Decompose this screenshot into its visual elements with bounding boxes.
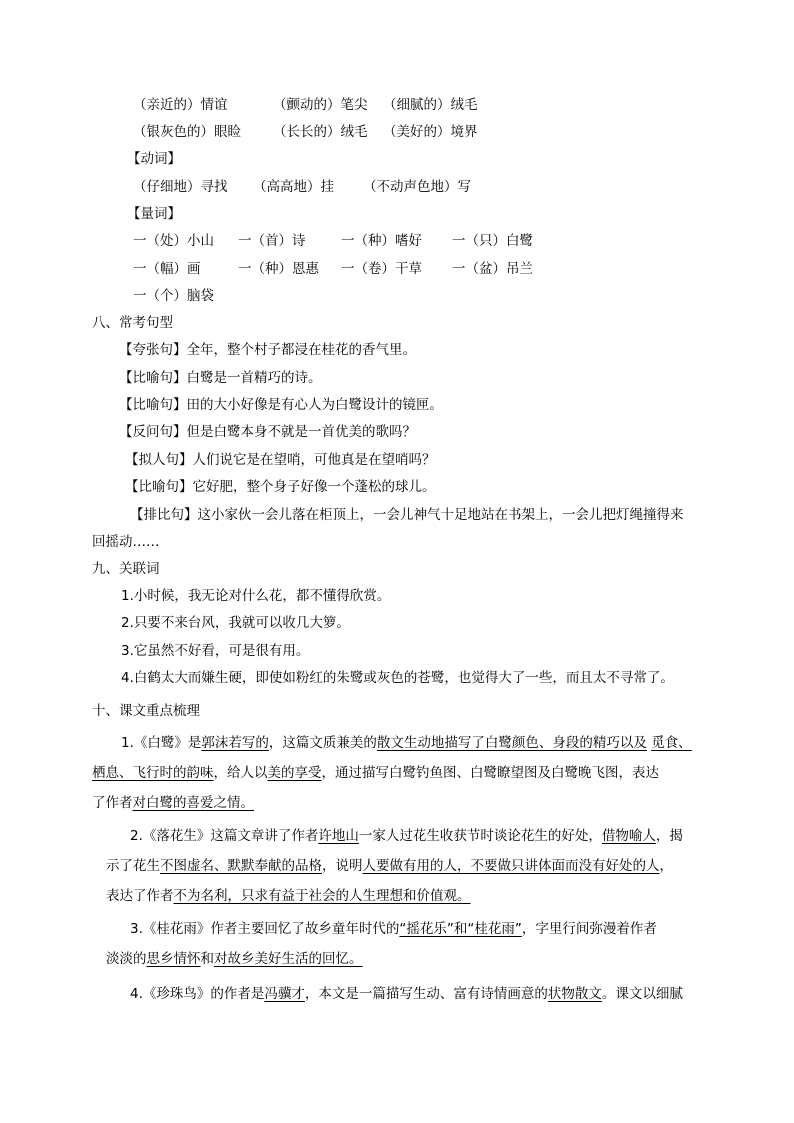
text-span: ，本文是一篇描写生动、富有诗情画意的: [304, 986, 548, 1002]
sentence-tag: 【拟人句】: [125, 452, 193, 468]
underlined-span: 栖息、飞行时的韵味: [92, 765, 214, 781]
text-span: 2.《落花生》这篇文章讲了作者: [130, 828, 319, 844]
paragraph-line: [130, 985, 683, 1003]
measure-item: 一（幅）画: [133, 261, 201, 277]
adjective-item: （银灰色的）眼睑: [133, 124, 241, 140]
list-item: 1.小时候，我无论对什么花，都不懂得欣赏。: [121, 588, 391, 604]
text-span: 表达了作者: [106, 888, 174, 904]
sentence-tag: 【反问句】: [119, 424, 187, 440]
paragraph-line: [92, 764, 659, 782]
sentence-text: 但是白鹭本身不就是一首优美的歌吗？: [186, 424, 416, 440]
adjective-item: （美好的）境界: [383, 124, 478, 140]
underlined-span: 许地山: [318, 828, 359, 844]
measure-item: 一（处）小山: [133, 233, 214, 249]
sentence-continuation: 回摇动……: [92, 534, 160, 550]
text-span: ，通过描写白鹭钓鱼图、白鹭瞭望图及白鹭晚飞图，表达: [321, 765, 659, 781]
paragraph-line: [121, 734, 692, 752]
adjective-item: （长长的）绒毛: [273, 124, 368, 140]
adjective-item: （细腻的）绒毛: [383, 97, 478, 113]
text-span: 淡淡的: [106, 951, 147, 967]
text-span: ，给人以: [213, 765, 268, 781]
section-10-title: 十、课文重点梳理: [92, 703, 200, 719]
verb-header: 【动词】: [127, 151, 181, 167]
text-span: ，: [659, 858, 673, 874]
sentence-example: [119, 341, 416, 359]
sentence-example: [125, 451, 436, 469]
sentence-text: 这小家伙一会儿落在柜顶上，一会儿神气十足地站在书架上，一会儿把灯绳撞得来: [197, 507, 684, 523]
list-item: 3.它虽然不好看，可是很有用。: [121, 643, 310, 659]
adjective-item: （颤动的）笔尖: [273, 97, 368, 113]
underlined-span: 冯骥才: [264, 986, 305, 1002]
section-8-title: 八、常考句型: [92, 315, 173, 331]
sentence-example: [119, 369, 322, 387]
measure-item: 一（盆）吊兰: [452, 261, 533, 277]
underlined-span: 对白鹭的喜爱之情。: [132, 795, 254, 811]
sentence-example: [125, 478, 436, 496]
sentence-tag: 【比喻句】: [125, 479, 193, 495]
paragraph-line: [92, 794, 254, 812]
measure-item: 一（首）诗: [238, 233, 306, 249]
paragraph-line: [106, 887, 471, 905]
section-9-title: 九、关联词: [92, 561, 160, 577]
sentence-text: 全年，整个村子都浸在桂花的香气里。: [186, 342, 416, 358]
text-span: 。课文以细腻: [601, 986, 683, 1002]
list-item: 4.白鹤太大而嫌生硬，即使如粉红的朱鹭或灰色的苍鹭，也觉得大了一些，而且太不寻常了。: [121, 670, 674, 686]
measure-header: 【量词】: [127, 206, 181, 222]
underlined-span: 美的享受: [267, 765, 322, 781]
text-span: 3.《桂花雨》作者主要回忆了故乡童年时代的: [130, 921, 400, 937]
text-span: 和: [200, 951, 214, 967]
underlined-span: 郭沫若写的: [201, 735, 269, 751]
measure-item: 一（个）脑袋: [133, 288, 214, 304]
underlined-span: 觅食、: [651, 735, 692, 751]
list-item: 2.只要不来台风，我就可以收几大箩。: [121, 615, 350, 631]
paragraph-line: [106, 857, 673, 875]
sentence-tag: 【比喻句】: [119, 397, 187, 413]
measure-item: 一（种）嗜好: [341, 233, 422, 249]
text-span: 了作者: [92, 795, 133, 811]
underlined-span: 不图虚名、默默奉献的品格: [160, 858, 322, 874]
measure-item: 一（卷）干草: [341, 261, 422, 277]
sentence-text: 白鹭是一首精巧的诗。: [186, 370, 322, 386]
sentence-tag: 【排比句】: [130, 507, 198, 523]
text-span: ，揭: [655, 828, 683, 844]
sentence-example: [119, 423, 416, 441]
paragraph-line: [106, 950, 363, 968]
sentence-example: [130, 506, 684, 524]
sentence-text: 田的大小好像是有心人为白鹭设计的镜匣。: [186, 397, 443, 413]
text-span: 一家人过花生收获节时谈论花生的好处，: [358, 828, 602, 844]
verb-item: （高高地）挂: [253, 179, 334, 195]
underlined-span: 人要做有用的人，不要做只讲体面而没有好处的人: [362, 858, 660, 874]
verb-item: （仔细地）寻找: [133, 179, 228, 195]
paragraph-line: [130, 827, 683, 845]
underlined-span: 散文生动地描写了白鹭颜色、身段的精巧以及: [376, 735, 647, 751]
adjective-item: （亲近的）情谊: [133, 97, 228, 113]
measure-item: 一（种）恩惠: [238, 261, 319, 277]
sentence-text: 它好肥，整个身子好像一个蓬松的球儿。: [192, 479, 436, 495]
sentence-tag: 【比喻句】: [119, 370, 187, 386]
underlined-span: 状物散文: [547, 986, 602, 1002]
underlined-span: 思乡情怀: [146, 951, 201, 967]
underlined-span: 不为名利，只求有益于社会的人生理想和价值观。: [173, 888, 471, 904]
text-span: 1.《白鹭》是: [121, 735, 202, 751]
text-span: 4.《珍珠鸟》的作者是: [130, 986, 265, 1002]
text-span: ，字里行间弥漫着作者: [521, 921, 657, 937]
paragraph-line: [130, 920, 657, 938]
text-span: ，这篇文质兼美的: [268, 735, 377, 751]
sentence-text: 人们说它是在望哨，可他真是在望哨吗？: [192, 452, 436, 468]
measure-item: 一（只）白鹭: [452, 233, 533, 249]
sentence-example: [119, 396, 443, 414]
verb-item: （不动声色地）写: [363, 179, 471, 195]
sentence-tag: 【夸张句】: [119, 342, 187, 358]
text-span: ，说明: [322, 858, 363, 874]
underlined-span: 对故乡美好生活的回忆。: [214, 951, 363, 967]
underlined-span: “摇花乐”和“桂花雨”: [399, 921, 522, 937]
underlined-span: 借物喻人: [601, 828, 656, 844]
text-span: 示了花生: [106, 858, 160, 874]
